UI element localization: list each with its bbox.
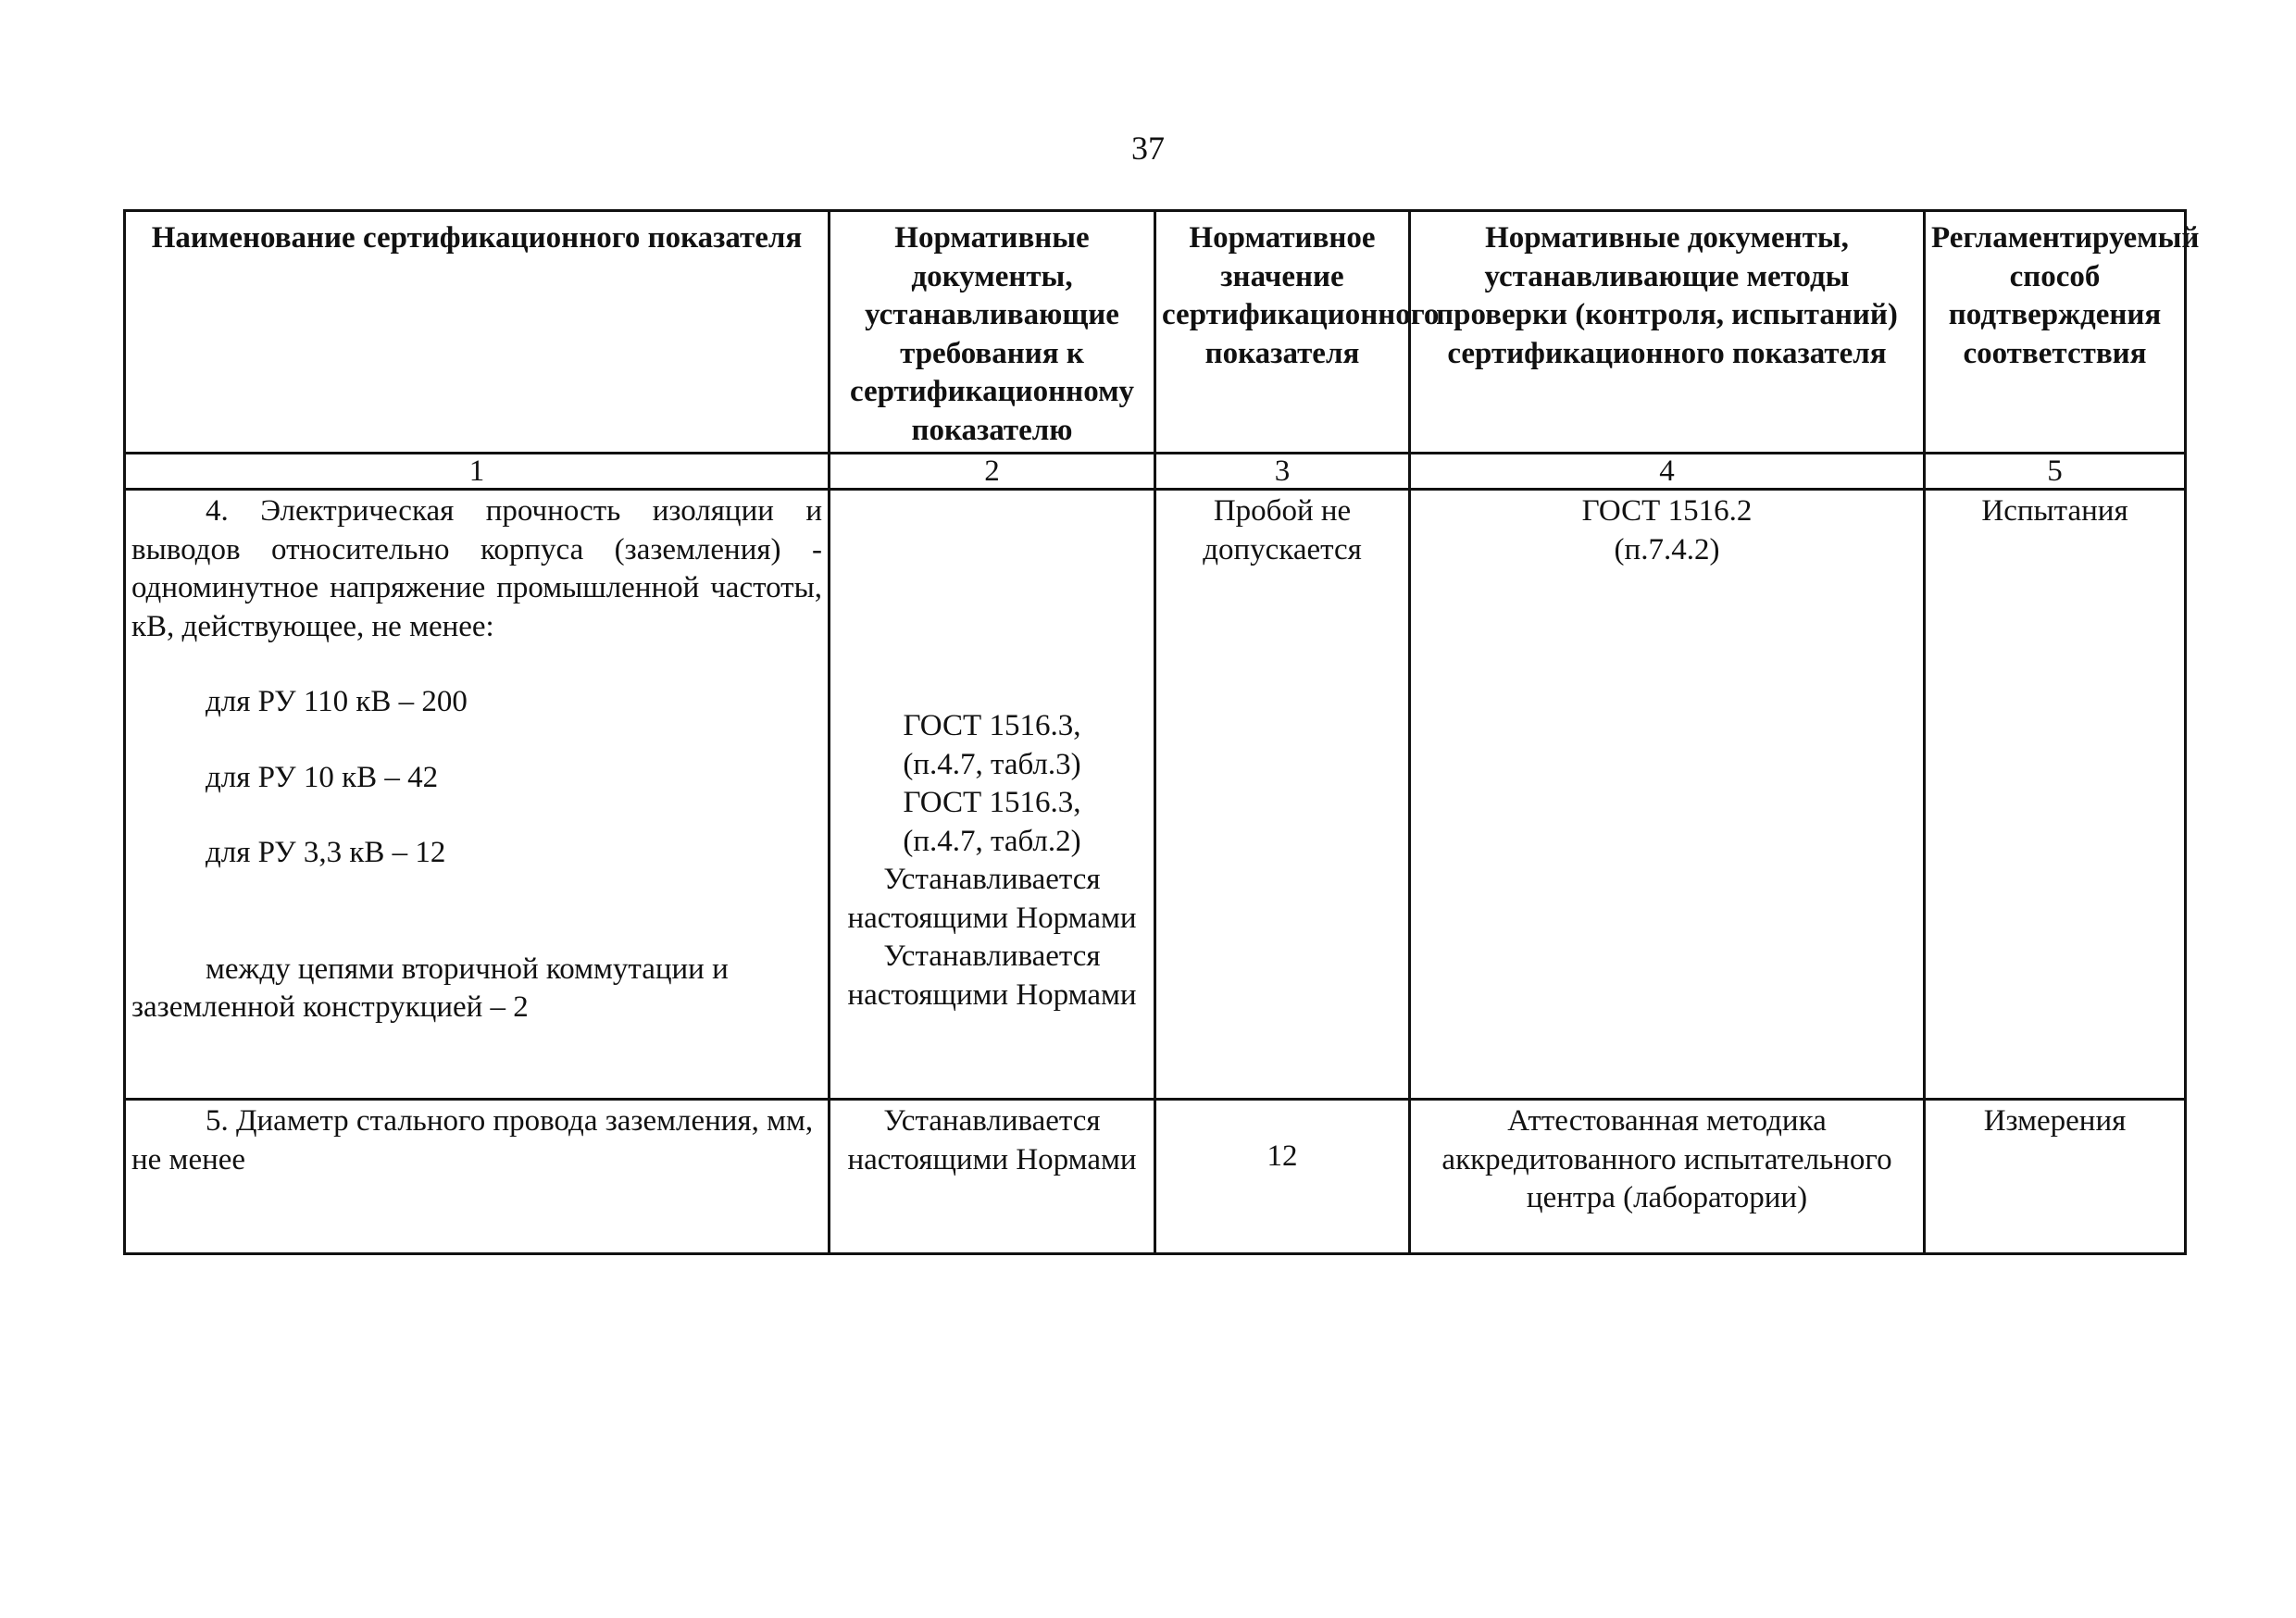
normative-docs-cell [830,490,1155,1100]
header-confirmation-method: Регламентируемый способ подтверждения соответствия [1925,211,2186,454]
doc-gost-1516-3-line1: ГОСТ 1516.3, [903,709,1081,742]
header-test-method-docs: Нормативные документы, устанавливающие методы проверки (контроля, испытаний) сертификационного показателя [1410,211,1925,454]
indicator-item-secondary: между цепями вторичной коммутации и заземленной конструкцией – 2 [131,952,729,1024]
column-number: 5 [1925,454,2186,490]
header-normative-docs: Нормативные документы, устанавливающие требования к сертификационному показателю [830,211,1155,454]
doc-established-by-norms: Устанавливается настоящими Нормами [847,863,1137,935]
indicator-item-3-3kv: для РУ 3,3 кВ – 12 [206,836,446,869]
column-number: 4 [1410,454,1925,490]
indicator-item-10kv: для РУ 10 кВ – 42 [206,760,439,794]
normative-docs-cell: Устанавливается настоящими Нормами [830,1100,1155,1254]
table-header-row [125,211,2186,454]
header-normative-value: Нормативное значение сертификационного показателя [1155,211,1410,454]
normative-value: 12 [1267,1139,1298,1173]
method-clause: (п.7.4.2) [1614,532,1720,566]
normative-value-cell [1155,1100,1410,1254]
doc-established-by-norms: Устанавливается настоящими Нормами [847,940,1137,1012]
page-number: 37 [1131,130,1165,167]
table-row [125,490,2186,1100]
certification-table [123,209,2200,1255]
indicator-cell [125,490,830,1100]
column-number: 3 [1155,454,1410,490]
doc-gost-1516-3-table2-line1: ГОСТ 1516.3, [903,786,1081,819]
indicator-cell [125,1100,830,1254]
indicator-title: 4. Электрическая прочность изоляции и выводов относительно корпуса (заземления) - одноминутное напряжение промышленной частоты, кВ, действующее, не менее: [131,494,822,643]
indicator-item-110kv: для РУ 110 кВ – 200 [206,685,468,718]
test-method-cell: Аттестованная методика аккредитованного испытательного центра (лаборатории) [1410,1100,1925,1254]
doc-gost-1516-3-table2-line2: (п.4.7, табл.2) [903,824,1081,858]
confirmation-cell: Измерения [1925,1100,2186,1254]
method-gost-1516-2: ГОСТ 1516.2 [1581,494,1753,528]
test-method-cell [1410,490,1925,1100]
doc-gost-1516-3-line2: (п.4.7, табл.3) [903,747,1081,781]
column-number-row [125,454,2186,490]
normative-value-cell: Пробой не допускается [1155,490,1410,1100]
column-number: 1 [125,454,830,490]
column-number: 2 [830,454,1155,490]
header-indicator-name: Наименование сертификационного показателя [125,211,830,454]
confirmation-cell: Испытания [1925,490,2186,1100]
table-row [125,1100,2186,1254]
indicator-title: 5. Диаметр стального провода заземления, мм, не менее [131,1104,814,1176]
